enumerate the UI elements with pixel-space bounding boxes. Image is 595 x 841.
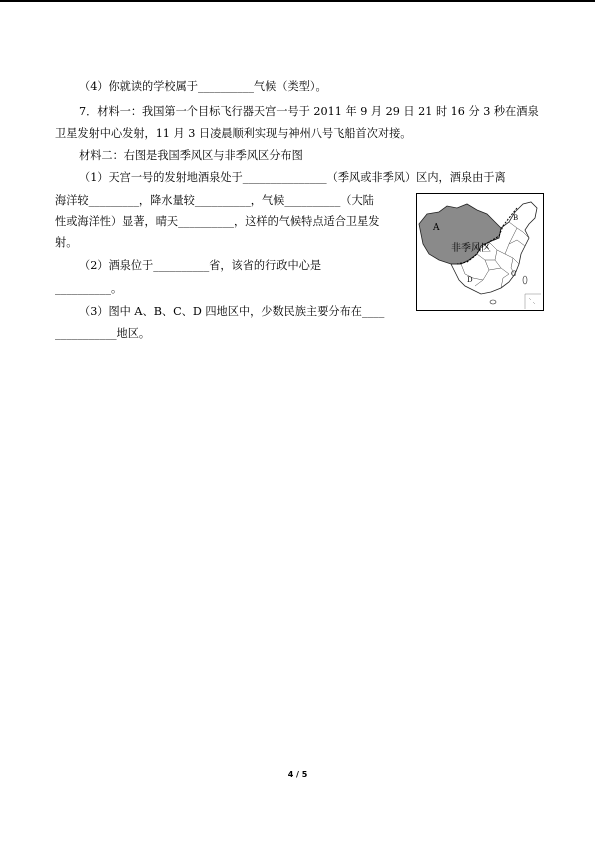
- question-7-line-2: 卫星发射中心发射，11 月 3 日凌晨顺利实现与神州八号飞船首次对接。: [55, 127, 412, 140]
- map-label-a: A: [433, 223, 440, 233]
- map-label-d: D: [467, 276, 473, 284]
- map-label-c: C: [511, 270, 517, 278]
- sub-question-1-line-4: 射。: [55, 236, 78, 249]
- sub-question-2-line-2: __________。: [55, 282, 123, 295]
- map-label-nonmonsoon: 非季风区: [451, 243, 491, 254]
- sub-question-2-line-1: （2）酒泉位于__________省，该省的行政中心是: [79, 259, 322, 272]
- sub-question-1-line-1: （1）天宫一号的发射地酒泉处于_______________（季风或非季风）区内，酒泉由于离: [79, 171, 506, 184]
- sub-question-1-line-2: 海洋较_________，降水量较__________，气候__________（大陆: [55, 194, 374, 207]
- question-7-line-1: 7．材料一：我国第一个目标飞行器天宫一号于 2011 年 9 月 29 日 21 时 16 分 3 秒在酒泉: [79, 105, 539, 118]
- sub-question-3-line-2: ___________地区。: [55, 327, 151, 340]
- non-monsoon-region: [419, 204, 501, 264]
- top-rule: [0, 0, 595, 2]
- map-svg: [417, 194, 543, 310]
- page-number: 4 / 5: [287, 770, 308, 779]
- sub-question-3-line-1: （3）图中 A、B、C、D 四地区中，少数民族主要分布在____: [79, 305, 385, 318]
- south-sea-inset: [525, 294, 541, 309]
- map-label-b: B: [513, 214, 519, 222]
- monsoon-region-map: [416, 193, 544, 311]
- question-4: （4）你就读的学校属于__________气候（类型）。: [79, 80, 327, 93]
- material-2-line: 材料二：右图是我国季风区与非季风区分布图: [79, 149, 303, 162]
- hainan-island: [490, 300, 496, 304]
- sub-question-1-line-3: 性或海洋性）显著，晴天__________，这样的气候特点适合卫星发: [55, 215, 380, 228]
- taiwan-island: [523, 276, 527, 284]
